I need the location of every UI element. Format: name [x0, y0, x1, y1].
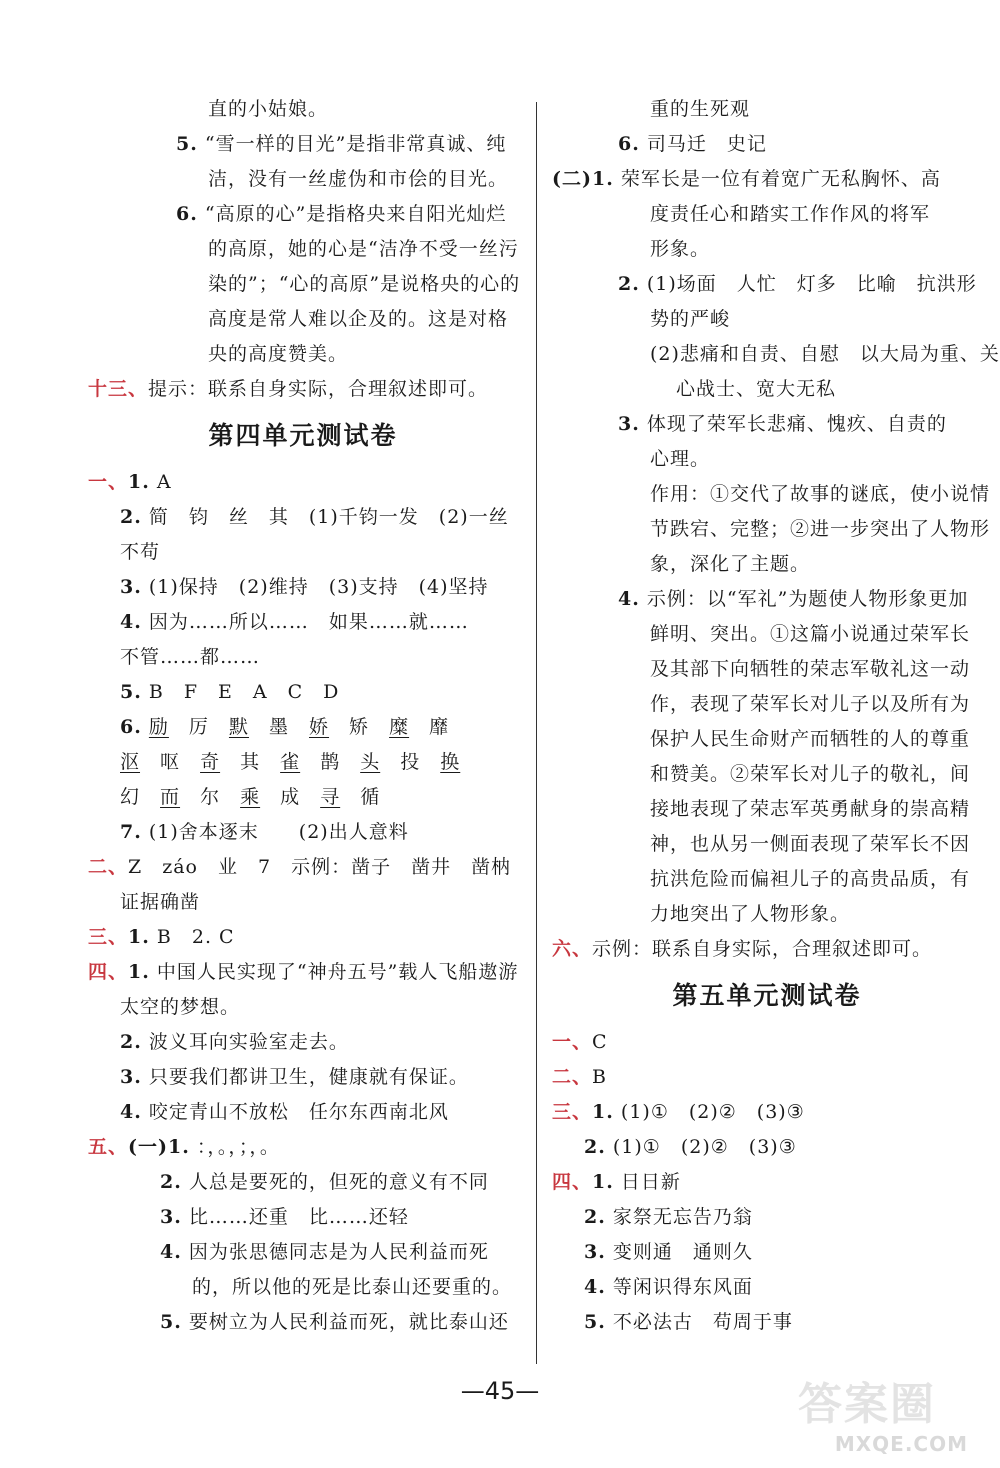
answer-line — [552, 862, 982, 897]
answer-line — [552, 92, 982, 127]
item-number: 4. — [584, 1276, 606, 1298]
answer-line — [552, 827, 982, 862]
answer-char: 尔 — [200, 786, 221, 808]
answer-line — [552, 582, 982, 617]
answer-text: A — [156, 471, 172, 493]
answer-line — [88, 500, 518, 535]
item-number: 4. — [618, 588, 640, 610]
column-divider — [536, 102, 537, 1364]
answer-line — [88, 920, 518, 955]
answer-line — [552, 1025, 982, 1060]
answer-text: (1)保持 (2)维持 (3)支持 (4)坚持 — [148, 576, 489, 598]
answer-line — [88, 162, 518, 197]
answer-line — [552, 1235, 982, 1270]
section-heading: 第五单元测试卷 — [672, 981, 862, 1010]
answer-text: B — [592, 1066, 607, 1088]
answer-text: 势的严峻 — [650, 308, 731, 330]
item-number: 1. — [128, 961, 150, 983]
answer-line — [88, 675, 518, 710]
answer-char: 励 — [148, 716, 169, 738]
answer-text: 接地表现了荣志军英勇献身的崇高精 — [650, 798, 971, 820]
answer-text: 家祭无忘告乃翁 — [612, 1206, 753, 1228]
answer-text: 咬定青山不放松 任尔东西南北风 — [148, 1101, 449, 1123]
answer-text: 节跌宕、完整；②进一步突出了人物形 — [650, 518, 991, 540]
answer-line — [88, 127, 518, 162]
answer-char: 头 — [360, 751, 381, 773]
answer-text: 日日新 — [620, 1171, 681, 1193]
answer-text: 中国人民实现了“神舟五号”载人飞船遨游 — [156, 961, 519, 983]
answer-text: 作，表现了荣军长对儿子以及所有为 — [650, 693, 971, 715]
answer-text: 因为张思德同志是为人民利益而死 — [188, 1241, 489, 1263]
answer-line — [88, 1130, 518, 1165]
item-number: 3. — [160, 1206, 182, 1228]
answer-char: 成 — [280, 786, 301, 808]
answer-line — [88, 465, 518, 500]
answer-line — [88, 955, 518, 990]
answer-text: 示例：以“军礼”为题使人物形象更加 — [646, 588, 969, 610]
answer-text: (1)舍本逐末 (2)出人意料 — [148, 821, 409, 843]
answer-line — [552, 792, 982, 827]
answer-line — [552, 477, 991, 512]
answer-text: 不管……都…… — [120, 646, 261, 668]
section-marker: 四、 — [88, 961, 129, 983]
item-number: 2. — [584, 1136, 606, 1158]
answer-line — [88, 1060, 518, 1095]
answer-text: 司马迁 史记 — [646, 133, 767, 155]
answer-char: 靡 — [429, 716, 450, 738]
answer-text: 证据确凿 — [120, 891, 201, 913]
section-marker: 二、 — [552, 1066, 593, 1088]
answer-text: Z záo 业 7 示例：凿子 凿井 凿枘 — [128, 856, 512, 878]
answer-line — [552, 127, 982, 162]
answer-text: (1)① (2)② (3)③ — [620, 1101, 805, 1123]
answer-line — [88, 1095, 518, 1130]
item-number: 6. — [176, 203, 198, 225]
answer-char: 投 — [400, 751, 421, 773]
answer-line — [552, 652, 982, 687]
answer-char: 沤 — [120, 751, 141, 773]
answer-line — [88, 1165, 518, 1200]
answer-text: 直的小姑娘。 — [208, 98, 329, 120]
answer-line — [552, 1200, 982, 1235]
answer-text: 心战士、宽大无私 — [676, 378, 837, 400]
answer-line — [552, 1130, 982, 1165]
section-marker: 十三、 — [88, 378, 149, 400]
answer-line — [88, 302, 518, 337]
answer-line — [552, 232, 982, 267]
item-number: 5. — [120, 681, 142, 703]
answer-text: 太空的梦想。 — [120, 996, 241, 1018]
section-heading: 第四单元测试卷 — [208, 421, 398, 450]
answer-line — [88, 232, 518, 267]
section-marker: 五、 — [88, 1136, 129, 1158]
answer-text: 保护人民生命财产而牺牲的人的尊重 — [650, 728, 971, 750]
item-number: 3. — [584, 1241, 606, 1263]
answer-text: 力地突出了人物形象。 — [650, 903, 851, 925]
answer-line — [88, 535, 518, 570]
answer-text: 变则通 通则久 — [612, 1241, 753, 1263]
item-number: (一)1. — [128, 1136, 190, 1158]
answer-char: 而 — [160, 786, 181, 808]
answer-text: (1)① (2)② (3)③ — [612, 1136, 797, 1158]
answer-line — [552, 162, 982, 197]
answer-text: 只要我们都讲卫生，健康就有保证。 — [148, 1066, 469, 1088]
answer-line — [552, 337, 1000, 372]
answer-text: “高原的心”是指格央来自阳光灿烂 — [204, 203, 507, 225]
answer-line — [552, 617, 982, 652]
answer-text: 因为……所以…… 如果……就…… — [148, 611, 469, 633]
answer-text: 的，所以他的死是比泰山还要重的。 — [192, 1276, 513, 1298]
answer-line — [552, 1305, 982, 1340]
answer-text: B 2. C — [156, 926, 235, 948]
answer-line — [552, 757, 982, 792]
answer-line — [552, 722, 982, 757]
answer-line — [552, 1270, 982, 1305]
answer-line — [88, 850, 518, 885]
answer-line — [552, 267, 982, 302]
answer-text: 不必法古 苟周于事 — [612, 1311, 793, 1333]
item-number: 6. — [120, 716, 142, 738]
item-number: 5. — [584, 1311, 606, 1333]
answer-line — [552, 407, 982, 442]
answer-text: ：，。，；，。 — [196, 1136, 280, 1158]
answer-text: 波义耳向实验室走去。 — [148, 1031, 349, 1053]
answer-line — [88, 197, 518, 232]
section-marker: 一、 — [88, 471, 129, 493]
answer-char: 换 — [440, 751, 461, 773]
answer-char: 娇 — [309, 716, 330, 738]
answer-char: 其 — [240, 751, 261, 773]
item-number: 1. — [592, 1101, 614, 1123]
item-number: 4. — [120, 611, 142, 633]
answer-text: 染的”；“心的高原”是说格央的心的 — [208, 273, 521, 295]
answer-text: 提示：联系自身实际，合理叙述即可。 — [148, 378, 489, 400]
left-column — [88, 92, 521, 1340]
answer-text: 及其部下向牺牲的荣志军敬礼这一动 — [650, 658, 971, 680]
answer-line — [552, 512, 991, 547]
answer-line — [552, 372, 982, 407]
item-number: 5. — [176, 133, 198, 155]
item-number: 3. — [120, 1066, 142, 1088]
answer-line — [552, 932, 982, 967]
page-number: —45— — [460, 1377, 540, 1405]
answer-text: 象，深化了主题。 — [650, 553, 811, 575]
answer-text: 重的生死观 — [650, 98, 751, 120]
answer-char: 厉 — [188, 716, 209, 738]
answer-text: 作用：①交代了故事的谜底，使小说情 — [650, 483, 991, 505]
answer-text: 心理。 — [650, 448, 711, 470]
answer-line — [88, 1200, 518, 1235]
answer-char: 糜 — [389, 716, 410, 738]
answer-line — [88, 1025, 518, 1060]
item-number: 2. — [618, 273, 640, 295]
item-number: (二)1. — [552, 168, 614, 190]
watermark-text: 答案圈 — [798, 1379, 936, 1430]
item-number: 3. — [618, 413, 640, 435]
answer-line — [88, 640, 518, 675]
answer-line — [88, 1305, 518, 1340]
section-marker: 四、 — [552, 1171, 593, 1193]
answer-line — [88, 1270, 518, 1305]
answer-text: 央的高度赞美。 — [208, 343, 349, 365]
answer-char: 墨 — [268, 716, 289, 738]
answer-char: 默 — [228, 716, 249, 738]
answer-text: 度责任心和踏实工作作风的将军 — [650, 203, 931, 225]
answer-line — [88, 990, 518, 1025]
right-column — [552, 92, 1000, 1340]
answer-line — [552, 197, 982, 232]
answer-line — [88, 745, 518, 780]
answer-text: 等闲识得东风面 — [612, 1276, 753, 1298]
answer-text: 抗洪危险而偏袒儿子的高贵品质，有 — [650, 868, 971, 890]
answer-line — [552, 547, 982, 582]
item-number: 1. — [592, 1171, 614, 1193]
answer-line — [88, 710, 518, 745]
item-number: 2. — [160, 1171, 182, 1193]
answer-text: (1)场面 人忙 灯多 比喻 抗洪形 — [646, 273, 977, 295]
answer-text: (2)悲痛和自责、自慰 以大局为重、关 — [650, 343, 1000, 365]
answer-line — [552, 1165, 982, 1200]
item-number: 2. — [584, 1206, 606, 1228]
answer-text: 洁，没有一丝虚伪和市侩的目光。 — [208, 168, 509, 190]
section-marker: 二、 — [88, 856, 129, 878]
item-number: 6. — [618, 133, 640, 155]
answer-text: 不苟 — [120, 541, 161, 563]
answer-line — [88, 1235, 518, 1270]
answer-text: 体现了荣军长悲痛、愧疚、自责的 — [646, 413, 947, 435]
watermark-url: MXQE.COM — [834, 1432, 968, 1456]
item-number: 7. — [120, 821, 142, 843]
answer-text: 和赞美。②荣军长对儿子的敬礼，间 — [650, 763, 971, 785]
answer-char: 奇 — [200, 751, 221, 773]
answer-text: 高度是常人难以企及的。这是对格 — [208, 308, 509, 330]
answer-text: 的高原，她的心是“洁净不受一丝污 — [208, 238, 519, 260]
answer-text: 简 钧 丝 其 (1)千钧一发 (2)一丝 — [148, 506, 509, 528]
answer-line — [88, 780, 518, 815]
answer-text: 形象。 — [650, 238, 711, 260]
answer-line — [88, 605, 518, 640]
answer-text: C — [592, 1031, 608, 1053]
answer-line — [88, 337, 518, 372]
answer-line — [88, 815, 518, 850]
answer-line — [88, 372, 518, 407]
section-marker: 六、 — [552, 938, 593, 960]
answer-line — [88, 885, 518, 920]
answer-char: 乘 — [240, 786, 261, 808]
section-marker: 三、 — [552, 1101, 593, 1123]
answer-line — [552, 897, 982, 932]
item-number: 5. — [160, 1311, 182, 1333]
answer-line — [552, 1095, 982, 1130]
answer-line — [552, 442, 982, 477]
section-marker: 三、 — [88, 926, 129, 948]
answer-line — [88, 570, 518, 605]
answer-text: B F E A C D — [148, 681, 340, 703]
item-number: 4. — [160, 1241, 182, 1263]
answer-text: 要树立为人民利益而死，就比泰山还 — [188, 1311, 509, 1333]
answer-line — [552, 687, 982, 722]
answer-line — [88, 92, 518, 127]
answer-text: 鲜明、突出。①这篇小说通过荣军长 — [650, 623, 971, 645]
answer-char: 鹊 — [320, 751, 341, 773]
watermark-logo — [786, 1376, 986, 1462]
answer-line — [88, 267, 521, 302]
answer-text: 示例：联系自身实际，合理叙述即可。 — [592, 938, 933, 960]
answer-text: “雪一样的目光”是指非常真诚、纯 — [204, 133, 507, 155]
item-number: 1. — [128, 471, 150, 493]
answer-char: 寻 — [320, 786, 341, 808]
answer-text: 比……还重 比……还轻 — [188, 1206, 409, 1228]
answer-text: 荣军长是一位有着宽广无私胸怀、高 — [620, 168, 941, 190]
answer-char: 矫 — [349, 716, 370, 738]
answer-char: 呕 — [160, 751, 181, 773]
section-marker: 一、 — [552, 1031, 593, 1053]
answer-char: 雀 — [280, 751, 301, 773]
item-number: 2. — [120, 506, 142, 528]
item-number: 2. — [120, 1031, 142, 1053]
answer-char: 幻 — [120, 786, 141, 808]
answer-line — [552, 1060, 982, 1095]
item-number: 4. — [120, 1101, 142, 1123]
answer-text: 人总是要死的，但死的意义有不同 — [188, 1171, 489, 1193]
answer-char: 循 — [360, 786, 381, 808]
item-number: 3. — [120, 576, 142, 598]
answer-text: 神，也从另一侧面表现了荣军长不因 — [650, 833, 971, 855]
answer-line — [552, 302, 982, 337]
item-number: 1. — [128, 926, 150, 948]
